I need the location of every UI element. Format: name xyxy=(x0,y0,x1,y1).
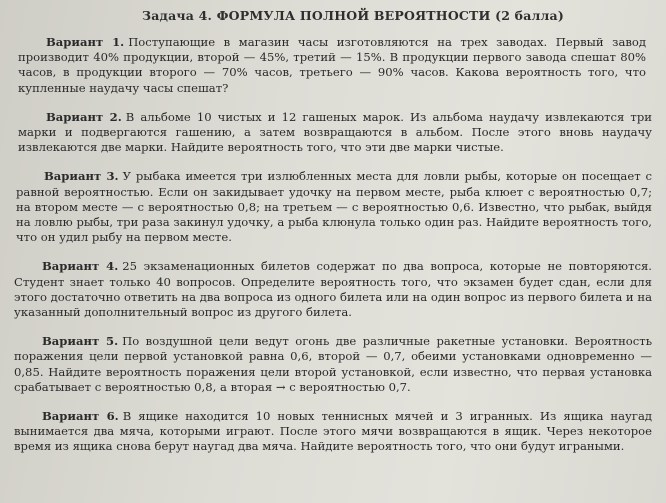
variant-text: В ящике находится 10 новых теннисных мячей и 3 игранных. Из ящика наугад вынимается два мяча, которыми играют. После этого мячи возвращаются в ящик. Через некоторое время из ящика снова берут наугад два мяча. Найдите вероятность того, что они будут играными. xyxy=(14,409,653,454)
variant-5 xyxy=(14,334,652,395)
variant-6 xyxy=(14,409,652,455)
variant-1 xyxy=(18,35,646,96)
variant-text: Поступающие в магазин часы изготовляются на трех заводах. Первый завод производит 40% продукции, второй — 45%, третий — 15%. В продукции первого завода спешат 80% часов, в продукции второго — 70% часов, третьего — 90% часов. Какова вероятность того, что купленные наудачу часы спешат? xyxy=(18,35,646,95)
variant-text: У рыбака имеется три излюбленных места для ловли рыбы, которые он посещает с равной вероятностью. Если он закидывает удочку на первом месте, рыба клюет с вероятностью 0,7; на втором месте — с вероятностью 0,8; на третьем — с вероятностью 0,6. Известно, что рыбак, выйдя на ловлю рыбы, три раза закинул удочку, а рыба клюнула только один раз. Найдите вероятность того, что он удил рыбу на первом месте. xyxy=(16,169,652,245)
variant-text: По воздушной цели ведут огонь две различные ракетные установки. Вероятность поражения цели первой установкой равна 0,6, второй — 0,7, обеими установками одновременно — 0,85. Найдите вероятность поражения цели второй установкой, если известно, что первая установка срабатывает с вероятностью 0,8, а вторая → с вероятностью 0,7. xyxy=(14,334,653,394)
variant-2 xyxy=(18,110,652,156)
variant-4 xyxy=(14,259,652,320)
variant-label: Вариант 2. xyxy=(46,109,122,124)
variant-text: В альбоме 10 чистых и 12 гашеных марок. Из альбома наудачу извлекаются три марки и подвергаются гашению, а затем возвращаются в альбом. После этого вновь наудачу извлекаются две марки. Найдите вероятность того, что эти две марки чистые. xyxy=(18,109,652,155)
variant-label: Вариант 4. xyxy=(42,259,119,274)
page-title: Задача 4. ФОРМУЛА ПОЛНОЙ ВЕРОЯТНОСТИ (2 балла) xyxy=(142,8,564,23)
variant-label: Вариант 5. xyxy=(42,334,119,349)
variant-label: Вариант 1. xyxy=(46,35,125,49)
variant-3 xyxy=(16,169,652,245)
variant-text: 25 экзаменационных билетов содержат по два вопроса, которые не повторяются. Студент знает только 40 вопросов. Определите вероятность того, что экзамен будет сдан, если для этого достаточно ответить на два вопроса из одного билета или на один вопрос из первого билета и на указанный дополнительный вопрос из другого билета. xyxy=(14,259,652,320)
variant-label: Вариант 3. xyxy=(44,169,119,184)
variant-label: Вариант 6. xyxy=(42,409,119,424)
